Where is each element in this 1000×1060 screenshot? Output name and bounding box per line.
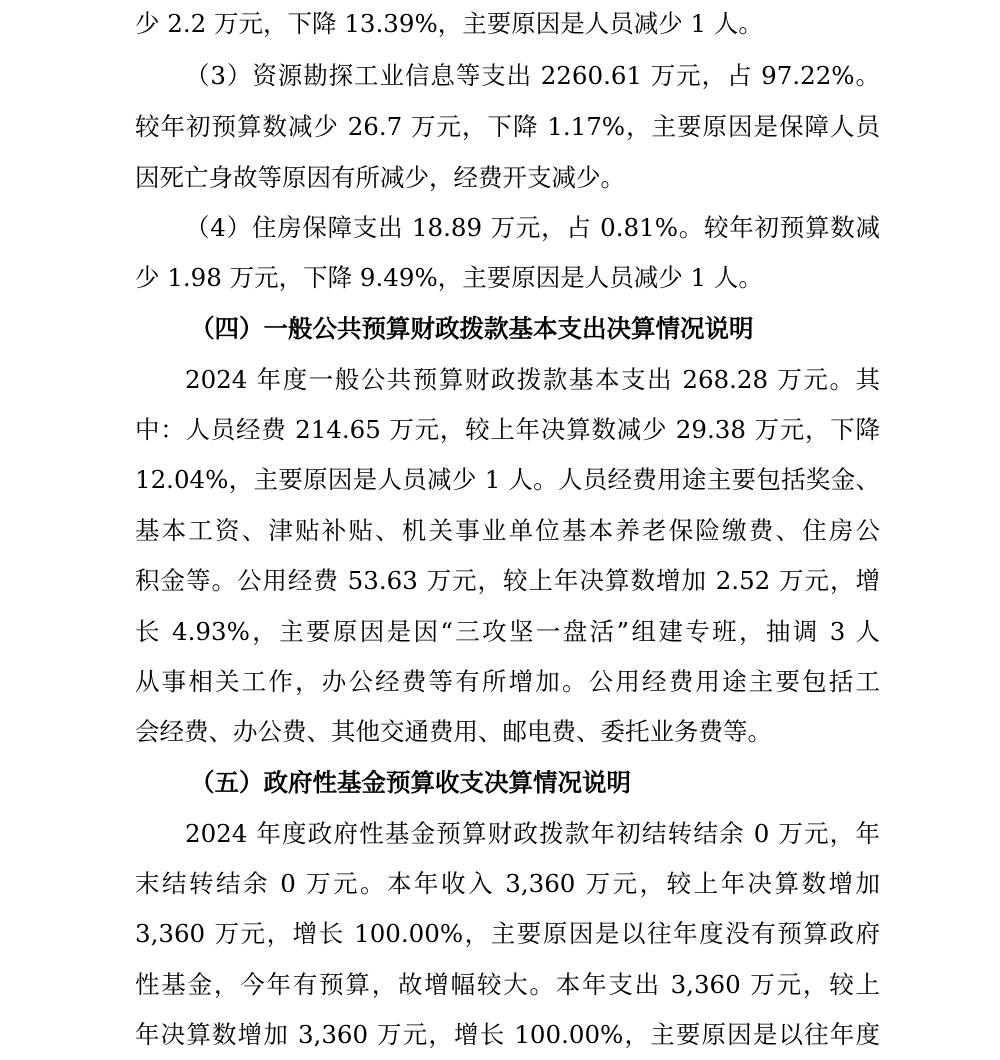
section-heading: （五）政府性基金预算收支决算情况说明 xyxy=(190,768,631,797)
text-line: 较年初预算数减少 26.7 万元，下降 1.17%，主要原因是保障人员 xyxy=(135,112,880,141)
text-line: 长 4.93%，主要原因是因“三攻坚一盘活”组建专班，抽调 3 人 xyxy=(135,617,880,646)
text-line: 基本工资、津贴补贴、机关事业单位基本养老保险缴费、住房公 xyxy=(135,516,880,545)
text-line: 性基金，今年有预算，故增幅较大。本年支出 3,360 万元，较上 xyxy=(135,970,880,999)
text-line: 12.04%，主要原因是人员减少 1 人。人员经费用途主要包括奖金、 xyxy=(135,465,880,494)
text-line: 年决算数增加 3,360 万元，增长 100.00%，主要原因是以往年度 xyxy=(135,1020,880,1049)
text-line: （4）住房保障支出 18.89 万元，占 0.81%。较年初预算数减 xyxy=(185,213,880,242)
text-line: 会经费、办公费、其他交通费用、邮电费、委托业务费等。 xyxy=(135,717,772,746)
text-line: 2024 年度政府性基金预算财政拨款年初结转结余 0 万元，年 xyxy=(185,819,880,848)
text-line: 少 2.2 万元，下降 13.39%，主要原因是人员减少 1 人。 xyxy=(135,9,763,38)
text-line: 3,360 万元，增长 100.00%，主要原因是以往年度没有预算政府 xyxy=(135,919,880,948)
text-line: 少 1.98 万元，下降 9.49%，主要原因是人员减少 1 人。 xyxy=(135,263,763,292)
text-line: 积金等。公用经费 53.63 万元，较上年决算数增加 2.52 万元，增 xyxy=(135,566,880,595)
text-line: 中：人员经费 214.65 万元，较上年决算数减少 29.38 万元，下降 xyxy=(135,415,880,444)
text-line: 从事相关工作，办公经费等有所增加。公用经费用途主要包括工 xyxy=(135,667,880,696)
text-line: 2024 年度一般公共预算财政拨款基本支出 268.28 万元。其 xyxy=(185,365,880,394)
section-heading: （四）一般公共预算财政拨款基本支出决算情况说明 xyxy=(190,314,754,343)
text-line: 末结转结余 0 万元。本年收入 3,360 万元，较上年决算数增加 xyxy=(135,869,880,898)
text-line: 因死亡身故等原因有所减少，经费开支减少。 xyxy=(135,163,625,192)
text-line: （3）资源勘探工业信息等支出 2260.61 万元，占 97.22%。 xyxy=(185,61,880,90)
